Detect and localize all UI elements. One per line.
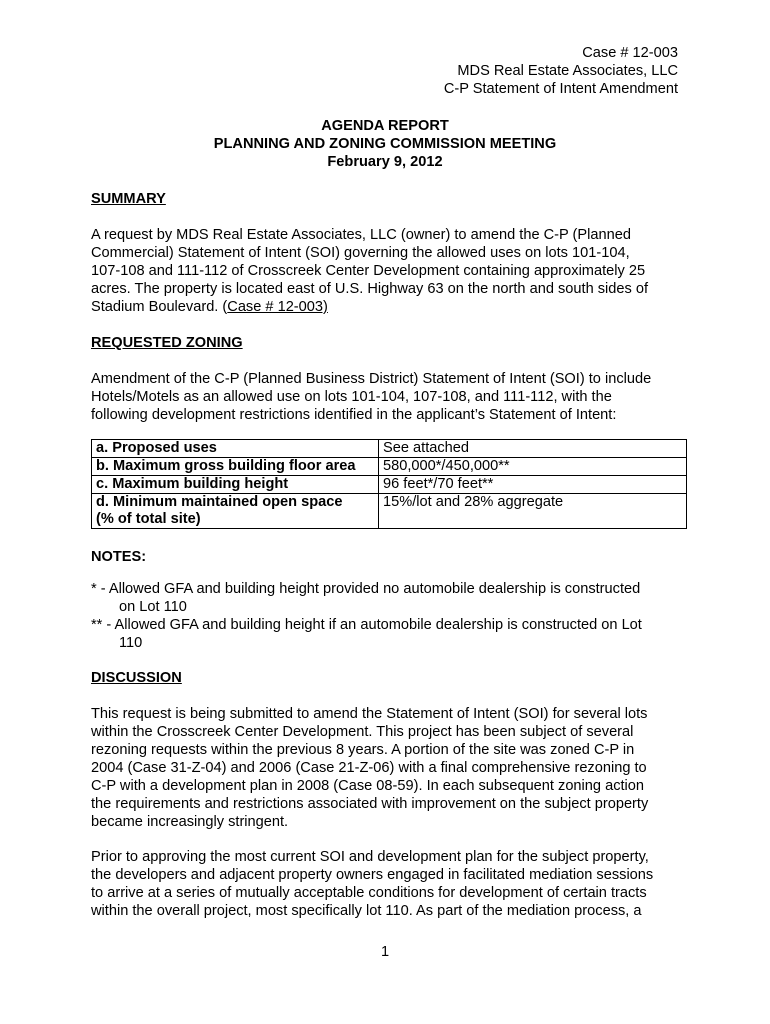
table-value: 96 feet*/70 feet** xyxy=(379,476,687,494)
table-label: c. Maximum building height xyxy=(92,476,379,494)
summary-line: 107-108 and 111-112 of Crosscreek Center Development containing approximately 25 xyxy=(91,263,646,279)
table-value: See attached xyxy=(379,440,687,458)
meeting-date: February 9, 2012 xyxy=(327,154,443,170)
summary-line-last xyxy=(91,298,681,316)
summary-heading: SUMMARY xyxy=(91,191,166,207)
discussion-line: This request is being submitted to amend the Statement of Intent (SOI) for several lots xyxy=(91,706,648,722)
summary-line: Commercial) Statement of Intent (SOI) governing the allowed uses on lots 101-104, xyxy=(91,245,630,261)
table-label-line2: (% of total site) xyxy=(96,511,201,527)
note-2-line2: 110 xyxy=(119,635,143,651)
note-1-line2: on Lot 110 xyxy=(119,599,187,615)
zoning-line: following development restrictions identified in the applicant’s Statement of Intent: xyxy=(91,407,617,423)
discussion-paragraph-2 xyxy=(91,848,681,920)
discussion-paragraph-1 xyxy=(91,705,681,831)
development-restrictions-table xyxy=(91,439,687,529)
table-label: b. Maximum gross building floor area xyxy=(92,458,379,476)
table-label-line1: d. Minimum maintained open space xyxy=(96,494,343,510)
discussion-line: within the overall project, most specifically lot 110. As part of the mediation process, a xyxy=(91,903,642,919)
table-label xyxy=(92,494,379,529)
report-title-line1: AGENDA REPORT xyxy=(321,118,449,134)
page-number: 1 xyxy=(380,944,390,960)
report-title-line2: PLANNING AND ZONING COMMISSION MEETING xyxy=(213,136,557,152)
discussion-line: 2004 (Case 31-Z-04) and 2006 (Case 21-Z-06) with a final comprehensive rezoning to xyxy=(91,760,647,776)
table-value: 580,000*/450,000** xyxy=(379,458,687,476)
table-row xyxy=(92,476,687,494)
report-title xyxy=(0,117,770,171)
notes-list xyxy=(91,580,681,652)
discussion-line: the requirements and restrictions associated with improvement on the subject property xyxy=(91,796,649,812)
discussion-line: Prior to approving the most current SOI and development plan for the subject property, xyxy=(91,849,649,865)
case-subject: C-P Statement of Intent Amendment xyxy=(443,81,678,97)
table-row xyxy=(92,494,687,529)
owner-name: MDS Real Estate Associates, LLC xyxy=(457,63,678,79)
table-row xyxy=(92,440,687,458)
requested-zoning-heading: REQUESTED ZONING xyxy=(91,335,243,351)
summary-last-text: Stadium Boulevard. ( xyxy=(91,299,228,315)
table-value: 15%/lot and 28% aggregate xyxy=(379,494,687,529)
case-number: Case # 12-003 xyxy=(582,45,678,61)
summary-line: A request by MDS Real Estate Associates, LLC (owner) to amend the C-P (Planned xyxy=(91,227,631,243)
notes-heading: NOTES: xyxy=(91,549,147,565)
discussion-line: C-P with a development plan in 2008 (Case 08-59). In each subsequent zoning action xyxy=(91,778,645,794)
case-header xyxy=(444,44,678,98)
discussion-heading: DISCUSSION xyxy=(91,670,182,686)
discussion-line: rezoning requests within the previous 8 years. A portion of the site was zoned C-P in xyxy=(91,742,635,758)
discussion-line: to arrive at a series of mutually acceptable conditions for development of certain tracts xyxy=(91,885,647,901)
summary-line: acres. The property is located east of U.S. Highway 63 on the north and south sides of xyxy=(91,281,649,297)
table-label: a. Proposed uses xyxy=(92,440,379,458)
requested-zoning-paragraph xyxy=(91,370,681,424)
case-reference: Case # 12-003) xyxy=(227,299,328,315)
summary-paragraph xyxy=(91,226,681,316)
note-2-line1: ** - Allowed GFA and building height if an automobile dealership is constructed on Lot xyxy=(91,617,642,633)
zoning-line: Hotels/Motels as an allowed use on lots 101-104, 107-108, and 111-112, with the xyxy=(91,389,612,405)
zoning-line: Amendment of the C-P (Planned Business District) Statement of Intent (SOI) to include xyxy=(91,371,652,387)
note-1-line1: * - Allowed GFA and building height provided no automobile dealership is constructed xyxy=(91,581,641,597)
discussion-line: became increasingly stringent. xyxy=(91,814,289,830)
discussion-line: the developers and adjacent property owners engaged in facilitated mediation sessions xyxy=(91,867,654,883)
table-row xyxy=(92,458,687,476)
discussion-line: within the Crosscreek Center Development. This project has been subject of several xyxy=(91,724,634,740)
